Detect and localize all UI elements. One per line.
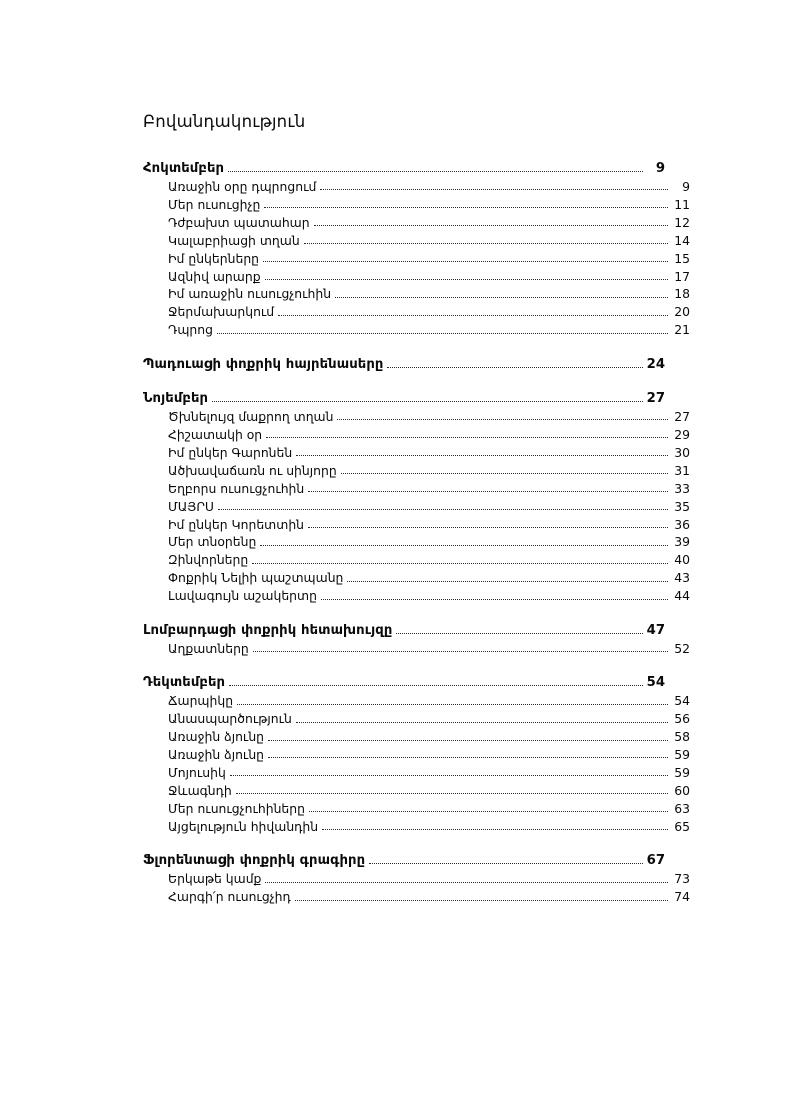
- toc-entry-label: Երկաթե կամք: [168, 871, 262, 887]
- toc-page-number: 44: [674, 588, 690, 604]
- toc-page-number: 59: [674, 747, 690, 763]
- toc-entry-label: Ածխավաճառն ու սինյորը: [168, 462, 337, 478]
- dot-leader: [304, 243, 668, 244]
- toc-page-number: 74: [674, 889, 690, 905]
- dot-leader: [278, 315, 668, 316]
- toc-page-number: 54: [646, 675, 665, 691]
- toc-page-number: 59: [674, 764, 690, 780]
- dot-leader: [347, 581, 668, 582]
- dot-leader: [230, 775, 668, 776]
- toc-entry[interactable]: [143, 731, 690, 743]
- toc-entry[interactable]: [143, 181, 690, 193]
- toc-entry[interactable]: [143, 891, 690, 903]
- toc-page-number: 60: [674, 782, 690, 798]
- dot-leader: [337, 419, 668, 420]
- dot-leader: [341, 473, 668, 474]
- toc-entry-label: Աղքատները: [168, 640, 249, 656]
- toc-entry-label: Դպրոց: [168, 322, 213, 338]
- toc-entry[interactable]: [143, 411, 690, 423]
- toc-entry-label: Առաջին ձյունը: [168, 747, 265, 763]
- dot-leader: [321, 599, 668, 600]
- page-title: Բովանդակություն: [143, 112, 306, 131]
- dot-leader: [266, 437, 668, 438]
- toc-entry[interactable]: [143, 498, 690, 514]
- toc-page-number: 47: [646, 622, 665, 638]
- toc-group: [143, 675, 690, 834]
- toc-page-number: 58: [674, 729, 690, 745]
- toc-entry-label: Հարգի՛ր ուսուցչիդ: [168, 889, 291, 905]
- toc-entry[interactable]: [143, 444, 690, 460]
- dot-leader: [396, 633, 642, 634]
- dot-leader: [228, 171, 643, 172]
- toc-entry-label: Պադուացի փոքրիկ հայրենասերը: [143, 356, 384, 372]
- toc-page-number: 9: [655, 160, 665, 176]
- toc-entry[interactable]: [143, 268, 690, 284]
- dot-leader: [295, 900, 668, 901]
- toc-section-heading[interactable]: [143, 392, 665, 405]
- toc-group: [143, 160, 690, 338]
- toc-entry[interactable]: [143, 695, 690, 707]
- toc-group: [143, 622, 690, 656]
- toc-entry[interactable]: [143, 324, 690, 336]
- toc-section-heading[interactable]: [143, 358, 665, 371]
- dot-leader: [263, 261, 668, 262]
- toc-entry-label: Իմ ընկեր Գարոնեն: [168, 444, 293, 460]
- dot-leader: [296, 722, 668, 723]
- dot-leader: [217, 333, 668, 334]
- toc-entry-label: Դժբախտ պատահար: [168, 214, 310, 230]
- toc-entry-label: Մեր ուսուցիչը: [168, 196, 261, 212]
- toc-entry-label: Մեր տնօրենը: [168, 534, 257, 550]
- toc-page-number: 17: [674, 268, 690, 284]
- toc-entry-label: Իմ ընկեր Կորետտին: [168, 516, 305, 532]
- dot-leader: [335, 297, 668, 298]
- dot-leader: [308, 491, 668, 492]
- dot-leader: [308, 527, 668, 528]
- toc-page-number: 33: [674, 480, 690, 496]
- toc-page-number: 11: [674, 196, 690, 212]
- toc-page-number: 31: [674, 462, 690, 478]
- toc-page-number: 35: [674, 498, 690, 514]
- toc-group: [143, 390, 690, 604]
- toc-entry[interactable]: [143, 590, 690, 602]
- toc-entry[interactable]: [143, 713, 690, 725]
- dot-leader: [309, 811, 668, 812]
- toc-entry-label: Կալաբրիացի տղան: [168, 232, 300, 248]
- toc-page-number: 39: [674, 534, 690, 550]
- toc-entry-label: Զինվորները: [168, 552, 249, 568]
- toc-entry-label: Եղբորս ուսուցչուհին: [168, 480, 305, 496]
- toc-page-number: 9: [682, 179, 690, 194]
- toc-entry[interactable]: [143, 516, 690, 532]
- dot-leader: [268, 757, 668, 758]
- toc-entry[interactable]: [143, 640, 690, 656]
- toc-entry-label: Այցելություն հիվանդին: [168, 818, 319, 834]
- toc-entry[interactable]: [143, 572, 690, 584]
- toc-entry[interactable]: [143, 232, 690, 248]
- toc-entry-label: Ճարպիկը: [168, 693, 234, 709]
- dot-leader: [229, 685, 643, 686]
- dot-leader: [314, 225, 668, 226]
- dot-leader: [212, 401, 643, 402]
- dot-leader: [268, 740, 668, 741]
- toc-page-number: 21: [674, 322, 690, 338]
- toc-page-number: 30: [674, 444, 690, 460]
- dot-leader: [296, 455, 668, 456]
- toc-page-number: 65: [674, 818, 690, 834]
- dot-leader: [218, 509, 668, 510]
- toc-page-number: 52: [674, 640, 690, 656]
- toc-entry-label: Ազնիվ արարք: [168, 268, 261, 284]
- toc-page-number: 24: [646, 356, 665, 372]
- toc-entry-label: Ֆլորենտացի փոքրիկ գրագիրը: [143, 853, 366, 869]
- toc-entry[interactable]: [143, 214, 690, 230]
- dot-leader: [369, 863, 642, 864]
- toc-page-number: 20: [674, 304, 690, 320]
- dot-leader: [265, 279, 668, 280]
- toc-entry-label: Հոկտեմբեր: [143, 160, 225, 176]
- toc-section-heading[interactable]: [143, 162, 665, 175]
- toc-entry[interactable]: [143, 782, 690, 798]
- toc-entry-label: Առաջին ձյունը: [168, 729, 265, 745]
- toc-entry[interactable]: [143, 250, 690, 266]
- toc-section-heading[interactable]: [143, 676, 665, 689]
- toc-entry[interactable]: [143, 818, 690, 834]
- toc-entry[interactable]: [143, 536, 690, 548]
- dot-leader: [322, 829, 668, 830]
- toc-entry[interactable]: [143, 480, 690, 496]
- toc-page-number: 40: [674, 552, 690, 568]
- toc-page-number: 27: [646, 390, 665, 406]
- toc-entry-label: Ջևագնդի: [168, 782, 232, 798]
- dot-leader: [253, 651, 668, 652]
- toc-entry[interactable]: [143, 426, 690, 442]
- toc-page-number: 67: [646, 853, 665, 869]
- toc-entry[interactable]: [143, 306, 690, 318]
- toc-entry-label: Անասպարծություն: [168, 711, 292, 727]
- toc-page-number: 12: [674, 214, 690, 230]
- dot-leader: [265, 882, 668, 883]
- toc-entry[interactable]: [143, 462, 690, 478]
- toc-entry-label: Հիշատակի օր: [168, 426, 263, 442]
- toc-page-number: 14: [674, 232, 690, 248]
- toc-entry-label: Լոմբարդացի փոքրիկ հետախույզը: [143, 622, 393, 638]
- toc-section-heading[interactable]: [143, 854, 665, 867]
- toc-group: [143, 358, 665, 371]
- toc-page-number: 27: [674, 409, 690, 425]
- toc-group: [143, 853, 690, 905]
- toc-page-number: 54: [674, 693, 690, 709]
- toc-entry-label: Առաջին օրը դպրոցում: [168, 179, 317, 194]
- toc-entry[interactable]: [143, 554, 690, 566]
- toc-entry-label: Իմ առաջին ուսուցչուհին: [168, 286, 332, 302]
- toc-page-number: 36: [674, 516, 690, 532]
- toc-entry-label: Մեր ուսուցչուհիները: [168, 800, 305, 816]
- toc-entry[interactable]: [143, 749, 690, 761]
- dot-leader: [260, 545, 668, 546]
- toc-section-heading[interactable]: [143, 624, 665, 637]
- toc-entry-label: Փոքրիկ Նելիի պաշտպանը: [168, 570, 344, 586]
- table-of-contents: [143, 112, 690, 909]
- toc-entry-label: Ջերմախարկում: [168, 304, 275, 320]
- toc-entry[interactable]: [143, 288, 690, 300]
- toc-entry[interactable]: [143, 873, 690, 885]
- toc-entry[interactable]: [143, 800, 690, 816]
- toc-entry-label: Մոյուսիկ: [168, 764, 226, 780]
- dot-leader: [252, 563, 668, 564]
- toc-page-number: 43: [674, 570, 690, 586]
- toc-group-list: [143, 160, 690, 905]
- toc-page-number: 29: [674, 426, 690, 442]
- toc-page-number: 56: [674, 711, 690, 727]
- toc-entry[interactable]: [143, 196, 690, 212]
- toc-entry[interactable]: [143, 764, 690, 780]
- toc-entry-label: ՄԱՅՐՍ: [168, 498, 214, 514]
- toc-entry-label: Նոյեմբեր: [143, 390, 209, 406]
- dot-leader: [320, 189, 668, 190]
- toc-entry-label: Իմ ընկերները: [168, 250, 260, 266]
- toc-page-number: 15: [674, 250, 690, 266]
- dot-leader: [237, 704, 668, 705]
- dot-leader: [264, 207, 668, 208]
- toc-page-number: 63: [674, 800, 690, 816]
- dot-leader: [236, 793, 668, 794]
- toc-entry-label: Լավագույն աշակերտը: [168, 588, 317, 604]
- toc-page-number: 73: [674, 871, 690, 887]
- dot-leader: [387, 367, 642, 368]
- toc-entry-label: Ծխնելույզ մաքրող տղան: [168, 409, 334, 425]
- toc-page-number: 18: [674, 286, 690, 302]
- toc-entry-label: Դեկտեմբեր: [143, 675, 226, 691]
